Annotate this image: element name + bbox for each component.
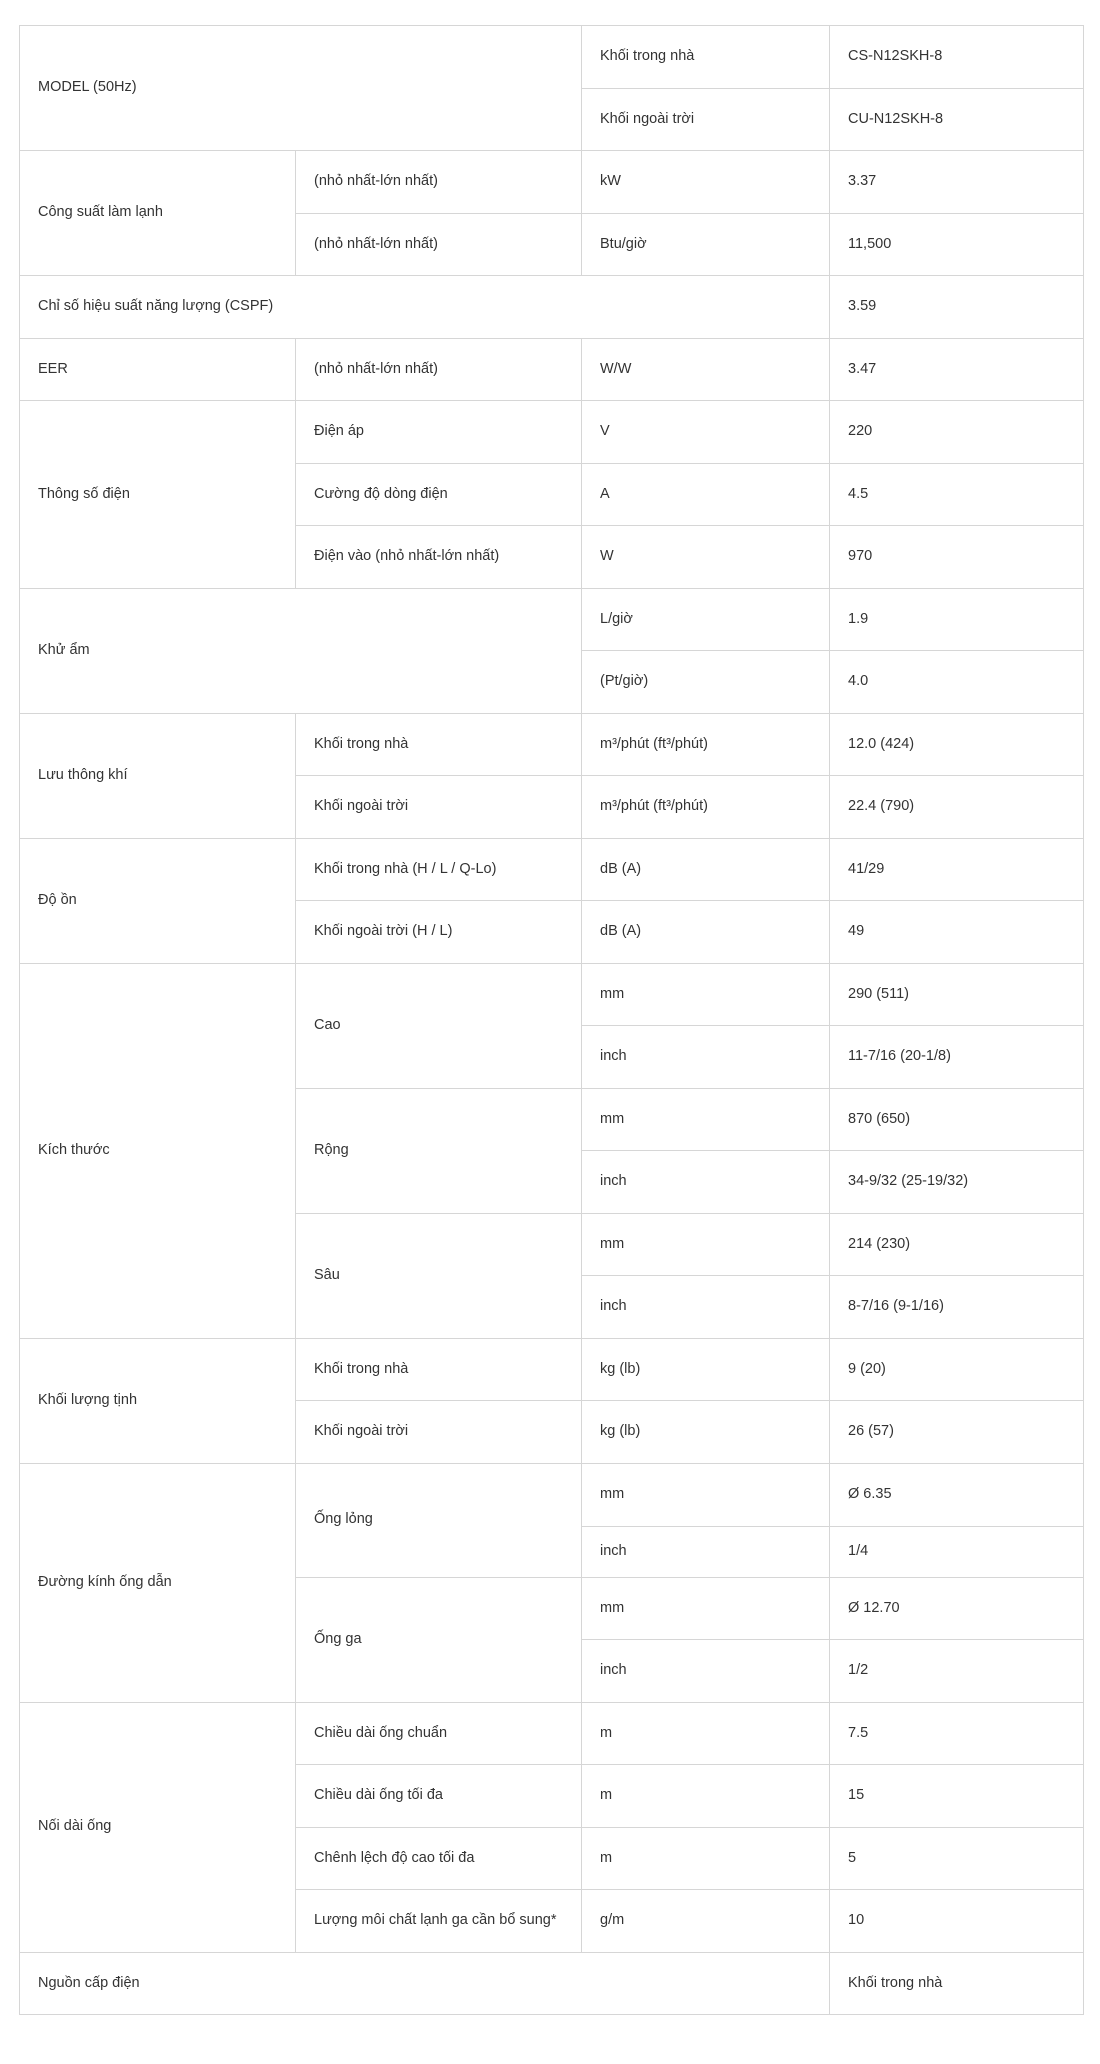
pipe-length-sub: Chiều dài ống tối đa [296, 1765, 582, 1828]
pipe-diameter-label: Đường kính ống dẫn [20, 1463, 296, 1702]
pipe-diameter-sub: Ống lỏng [296, 1463, 582, 1577]
pipe-length-unit: m [582, 1765, 830, 1828]
pipe-length-label: Nối dài ống [20, 1702, 296, 1952]
cooling-value: 3.37 [830, 151, 1084, 214]
weight-value: 26 (57) [830, 1401, 1084, 1464]
cooling-sub: (nhỏ nhất-lớn nhất) [296, 213, 582, 276]
eer-value: 3.47 [830, 338, 1084, 401]
spec-table [19, 25, 1084, 2015]
dimensions-value: 11-7/16 (20-1/8) [830, 1026, 1084, 1089]
pipe-length-sub: Chiều dài ống chuẩn [296, 1702, 582, 1765]
eer-sub: (nhỏ nhất-lớn nhất) [296, 338, 582, 401]
table-row [20, 401, 1084, 464]
weight-unit: kg (lb) [582, 1338, 830, 1401]
cspf-value: 3.59 [830, 276, 1084, 339]
model-outdoor-label: Khối ngoài trời [582, 88, 830, 151]
airflow-value: 12.0 (424) [830, 713, 1084, 776]
dimensions-value: 8-7/16 (9-1/16) [830, 1276, 1084, 1339]
dimensions-unit: inch [582, 1151, 830, 1214]
eer-unit: W/W [582, 338, 830, 401]
pipe-diameter-value: 1/2 [830, 1640, 1084, 1703]
pipe-diameter-unit: inch [582, 1526, 830, 1577]
dimensions-value: 290 (511) [830, 963, 1084, 1026]
weight-sub: Khối trong nhà [296, 1338, 582, 1401]
electrical-unit: A [582, 463, 830, 526]
airflow-value: 22.4 (790) [830, 776, 1084, 839]
model-outdoor-value: CU-N12SKH-8 [830, 88, 1084, 151]
model-indoor-label: Khối trong nhà [582, 26, 830, 89]
dimensions-value: 214 (230) [830, 1213, 1084, 1276]
dimensions-unit: inch [582, 1026, 830, 1089]
model-indoor-value: CS-N12SKH-8 [830, 26, 1084, 89]
dimensions-unit: inch [582, 1276, 830, 1339]
pipe-diameter-value: 1/4 [830, 1526, 1084, 1577]
noise-unit: dB (A) [582, 838, 830, 901]
pipe-length-value: 5 [830, 1827, 1084, 1890]
table-row [20, 1952, 1084, 2015]
power-supply-value: Khối trong nhà [830, 1952, 1084, 2015]
table-row [20, 588, 1084, 651]
cooling-sub: (nhỏ nhất-lớn nhất) [296, 151, 582, 214]
pipe-diameter-unit: mm [582, 1577, 830, 1640]
eer-label: EER [20, 338, 296, 401]
electrical-sub: Cường độ dòng điện [296, 463, 582, 526]
model-label: MODEL (50Hz) [20, 26, 582, 151]
dimensions-value: 34-9/32 (25-19/32) [830, 1151, 1084, 1214]
dimensions-sub: Rộng [296, 1088, 582, 1213]
weight-unit: kg (lb) [582, 1401, 830, 1464]
dimensions-value: 870 (650) [830, 1088, 1084, 1151]
table-row [20, 1338, 1084, 1401]
table-row [20, 26, 1084, 89]
table-row [20, 963, 1084, 1026]
weight-label: Khối lượng tịnh [20, 1338, 296, 1463]
weight-value: 9 (20) [830, 1338, 1084, 1401]
airflow-label: Lưu thông khí [20, 713, 296, 838]
noise-sub: Khối trong nhà (H / L / Q-Lo) [296, 838, 582, 901]
airflow-unit: m³/phút (ft³/phút) [582, 713, 830, 776]
noise-unit: dB (A) [582, 901, 830, 964]
spec-table-container [19, 25, 1083, 2015]
dimensions-label: Kích thước [20, 963, 296, 1338]
power-supply-label: Nguồn cấp điện [20, 1952, 830, 2015]
cooling-unit: kW [582, 151, 830, 214]
pipe-length-unit: m [582, 1702, 830, 1765]
pipe-diameter-value: Ø 12.70 [830, 1577, 1084, 1640]
airflow-sub: Khối ngoài trời [296, 776, 582, 839]
cooling-label: Công suất làm lạnh [20, 151, 296, 276]
table-row [20, 276, 1084, 339]
electrical-value: 220 [830, 401, 1084, 464]
pipe-length-value: 15 [830, 1765, 1084, 1828]
pipe-length-value: 10 [830, 1890, 1084, 1953]
dehumid-unit: (Pt/giờ) [582, 651, 830, 714]
pipe-length-unit: g/m [582, 1890, 830, 1953]
dehumid-unit: L/giờ [582, 588, 830, 651]
table-row [20, 713, 1084, 776]
electrical-value: 4.5 [830, 463, 1084, 526]
noise-sub: Khối ngoài trời (H / L) [296, 901, 582, 964]
cooling-value: 11,500 [830, 213, 1084, 276]
pipe-diameter-unit: inch [582, 1640, 830, 1703]
pipe-diameter-unit: mm [582, 1463, 830, 1526]
pipe-diameter-sub: Ống ga [296, 1577, 582, 1702]
dehumid-label: Khử ẩm [20, 588, 582, 713]
dimensions-sub: Sâu [296, 1213, 582, 1338]
pipe-diameter-value: Ø 6.35 [830, 1463, 1084, 1526]
table-row [20, 838, 1084, 901]
electrical-unit: W [582, 526, 830, 589]
noise-value: 49 [830, 901, 1084, 964]
electrical-value: 970 [830, 526, 1084, 589]
dimensions-unit: mm [582, 1213, 830, 1276]
dehumid-value: 1.9 [830, 588, 1084, 651]
dimensions-unit: mm [582, 963, 830, 1026]
electrical-label: Thông số điện [20, 401, 296, 589]
table-row [20, 338, 1084, 401]
table-row [20, 1702, 1084, 1765]
table-row [20, 151, 1084, 214]
electrical-sub: Điện áp [296, 401, 582, 464]
pipe-length-unit: m [582, 1827, 830, 1890]
cooling-unit: Btu/giờ [582, 213, 830, 276]
airflow-sub: Khối trong nhà [296, 713, 582, 776]
dimensions-sub: Cao [296, 963, 582, 1088]
dimensions-unit: mm [582, 1088, 830, 1151]
electrical-unit: V [582, 401, 830, 464]
noise-value: 41/29 [830, 838, 1084, 901]
airflow-unit: m³/phút (ft³/phút) [582, 776, 830, 839]
pipe-length-sub: Chênh lệch độ cao tối đa [296, 1827, 582, 1890]
electrical-sub: Điện vào (nhỏ nhất-lớn nhất) [296, 526, 582, 589]
dehumid-value: 4.0 [830, 651, 1084, 714]
pipe-length-value: 7.5 [830, 1702, 1084, 1765]
table-row [20, 1463, 1084, 1526]
cspf-label: Chỉ số hiệu suất năng lượng (CSPF) [20, 276, 830, 339]
noise-label: Độ ồn [20, 838, 296, 963]
weight-sub: Khối ngoài trời [296, 1401, 582, 1464]
pipe-length-sub: Lượng môi chất lạnh ga cần bổ sung* [296, 1890, 582, 1953]
